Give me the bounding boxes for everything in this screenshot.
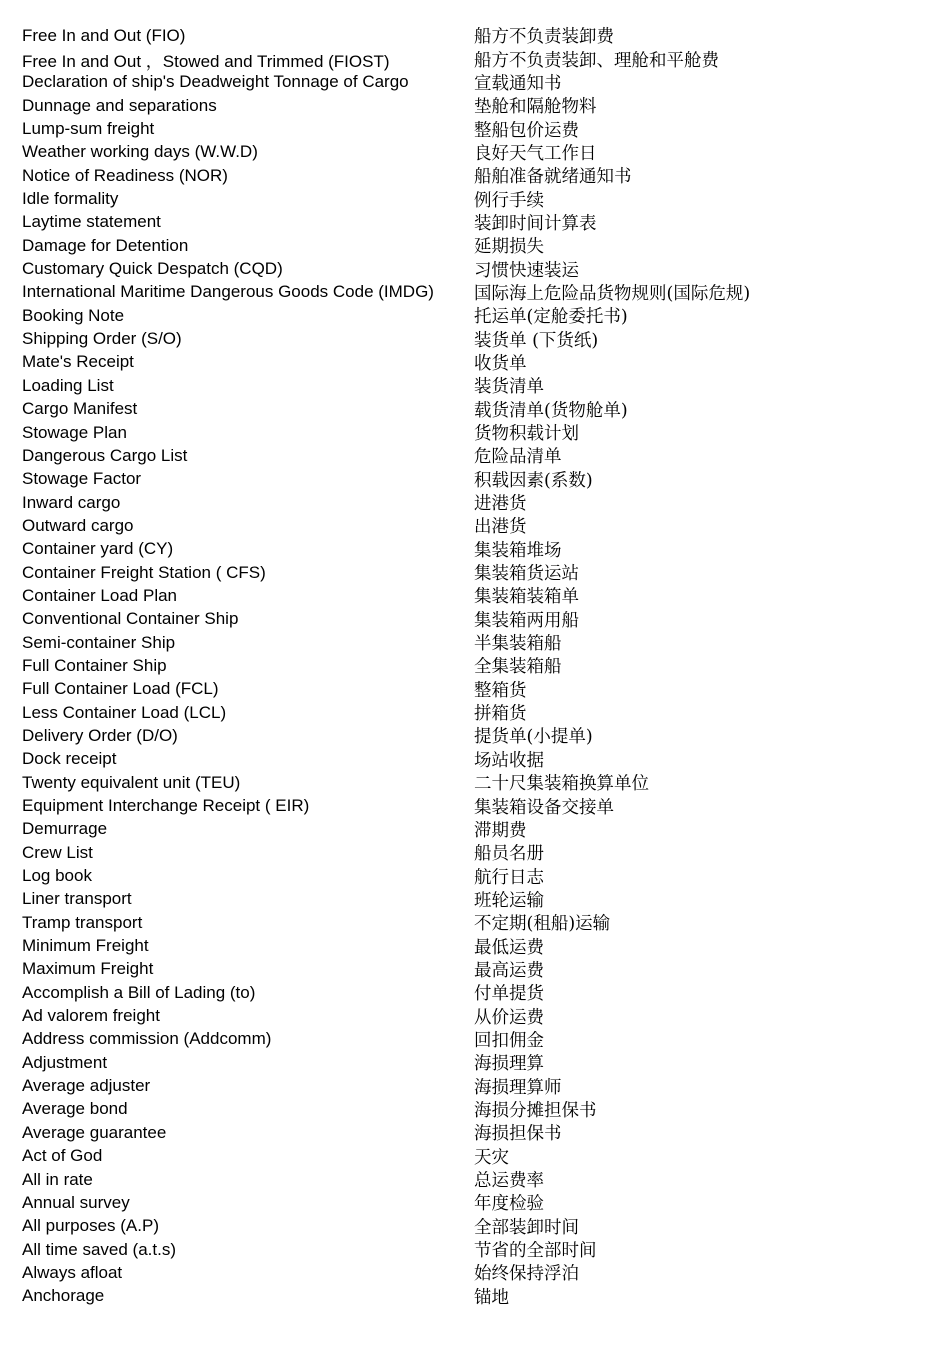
term-english: Act of God <box>22 1146 103 1166</box>
term-chinese: 全集装箱船 <box>474 657 562 678</box>
term-english: Stowage Plan <box>22 422 127 442</box>
glossary-row <box>22 1238 922 1261</box>
glossary-row <box>22 211 922 234</box>
term-english: Tramp transport <box>22 912 143 932</box>
glossary-row <box>22 678 922 701</box>
term-english: Shipping Order (S/O) <box>22 329 182 349</box>
term-english: Container Load Plan <box>22 585 178 605</box>
glossary-row <box>22 1285 922 1308</box>
term-chinese: 海损理算 <box>474 1054 544 1075</box>
term-chinese: 进港货 <box>474 494 527 515</box>
term-chinese: 托运单(定舱委托书) <box>474 307 628 328</box>
glossary-row <box>22 327 922 350</box>
term-chinese: 货物积载计划 <box>474 424 579 445</box>
term-english: Damage for Detention <box>22 235 189 255</box>
glossary-row <box>22 117 922 140</box>
term-english: Declaration of ship's Deadweight Tonnage of Cargo <box>22 72 409 92</box>
term-english: Free In and Out (FIO) <box>22 25 186 45</box>
term-english: Notice of Readiness (NOR) <box>22 165 228 185</box>
term-english: Dunnage and separations <box>22 95 217 115</box>
term-chinese: 提货单(小提单) <box>474 727 593 748</box>
term-english: Average adjuster <box>22 1076 151 1096</box>
glossary-row <box>22 164 922 187</box>
term-english: Loading List <box>22 375 114 395</box>
term-english: Booking Note <box>22 305 125 325</box>
term-chinese: 整箱货 <box>474 680 527 701</box>
term-chinese: 垫舱和隔舱物料 <box>474 97 597 118</box>
glossary-row <box>22 234 922 257</box>
glossary-row <box>22 444 922 467</box>
glossary-row <box>22 748 922 771</box>
term-chinese: 船舶准备就绪通知书 <box>474 167 632 188</box>
glossary-row <box>22 1191 922 1214</box>
glossary-row <box>22 1098 922 1121</box>
glossary-row <box>22 654 922 677</box>
term-english: Twenty equivalent unit (TEU) <box>22 772 241 792</box>
glossary-row <box>22 561 922 584</box>
term-chinese: 例行手续 <box>474 190 544 211</box>
term-english: Average bond <box>22 1099 128 1119</box>
glossary-row <box>22 841 922 864</box>
glossary-row <box>22 94 922 117</box>
term-chinese: 始终保持浮泊 <box>474 1264 579 1285</box>
term-chinese: 装货单 (下货纸) <box>474 330 599 351</box>
glossary-row <box>22 468 922 491</box>
term-english: Idle formality <box>22 189 119 209</box>
term-chinese: 国际海上危险品货物规则(国际危规) <box>474 283 751 304</box>
term-chinese: 最低运费 <box>474 937 544 958</box>
glossary-row <box>22 818 922 841</box>
term-english: Lump-sum freight <box>22 119 155 139</box>
term-chinese: 习惯快速装运 <box>474 260 579 281</box>
glossary-row <box>22 281 922 304</box>
term-english: Cargo Manifest <box>22 399 138 419</box>
term-chinese: 海损分摊担保书 <box>474 1100 597 1121</box>
term-english: Delivery Order (D/O) <box>22 725 178 745</box>
term-chinese: 宣载通知书 <box>474 73 562 94</box>
term-chinese: 回扣佣金 <box>474 1030 544 1051</box>
term-english: Anchorage <box>22 1286 105 1306</box>
glossary-list <box>22 24 922 1308</box>
term-english: Log book <box>22 866 92 886</box>
glossary-row <box>22 1074 922 1097</box>
glossary-row <box>22 608 922 631</box>
term-chinese: 航行日志 <box>474 867 544 888</box>
term-chinese: 场站收据 <box>474 750 544 771</box>
glossary-row <box>22 374 922 397</box>
glossary-row <box>22 771 922 794</box>
term-english: Free In and Out ，Stowed and Trimmed (FIOST) <box>22 51 390 71</box>
term-chinese: 滞期费 <box>474 820 527 841</box>
term-english: Crew List <box>22 842 93 862</box>
glossary-row <box>22 724 922 747</box>
term-english: Customary Quick Despatch (CQD) <box>22 259 283 279</box>
term-chinese: 天灾 <box>474 1147 509 1168</box>
term-english: Laytime statement <box>22 212 161 232</box>
term-chinese: 延期损失 <box>474 237 544 258</box>
glossary-row <box>22 1168 922 1191</box>
glossary-row <box>22 1261 922 1284</box>
term-chinese: 全部装卸时间 <box>474 1217 579 1238</box>
term-chinese: 整船包价运费 <box>474 120 579 141</box>
term-chinese: 付单提货 <box>474 984 544 1005</box>
glossary-row <box>22 631 922 654</box>
glossary-row <box>22 421 922 444</box>
glossary-row <box>22 47 922 70</box>
term-english: Average guarantee <box>22 1122 167 1142</box>
term-english: Always afloat <box>22 1262 123 1282</box>
term-english: Accomplish a Bill of Lading (to) <box>22 982 256 1002</box>
term-english: Demurrage <box>22 819 108 839</box>
term-english: Mate's Receipt <box>22 352 134 372</box>
term-chinese: 集装箱堆场 <box>474 540 562 561</box>
glossary-row <box>22 24 922 47</box>
term-chinese: 危险品清单 <box>474 447 562 468</box>
term-english: International Maritime Dangerous Goods Code (IMDG) <box>22 282 434 302</box>
glossary-row <box>22 538 922 561</box>
glossary-row <box>22 351 922 374</box>
term-english: Less Container Load (LCL) <box>22 702 227 722</box>
term-english: All in rate <box>22 1169 93 1189</box>
glossary-row <box>22 398 922 421</box>
glossary-row <box>22 1004 922 1027</box>
glossary-row <box>22 257 922 280</box>
term-chinese: 最高运费 <box>474 960 544 981</box>
glossary-row <box>22 981 922 1004</box>
term-chinese: 海损理算师 <box>474 1077 562 1098</box>
glossary-row <box>22 304 922 327</box>
term-english: Adjustment <box>22 1052 108 1072</box>
term-chinese: 半集装箱船 <box>474 634 562 655</box>
glossary-row <box>22 1121 922 1144</box>
glossary-row <box>22 187 922 210</box>
term-english: Semi-container Ship <box>22 632 176 652</box>
glossary-row <box>22 864 922 887</box>
glossary-row <box>22 584 922 607</box>
term-english: Dangerous Cargo List <box>22 445 188 465</box>
term-chinese: 集装箱装箱单 <box>474 587 579 608</box>
glossary-row <box>22 1028 922 1051</box>
term-english: Stowage Factor <box>22 469 142 489</box>
term-chinese: 船方不负责装卸费 <box>474 27 614 48</box>
glossary-row <box>22 911 922 934</box>
term-english: Liner transport <box>22 889 132 909</box>
glossary-row <box>22 491 922 514</box>
term-chinese: 船员名册 <box>474 844 544 865</box>
term-english: Weather working days (W.W.D) <box>22 142 258 162</box>
term-chinese: 集装箱货运站 <box>474 564 579 585</box>
term-chinese: 班轮运输 <box>474 890 544 911</box>
term-chinese: 装货清单 <box>474 377 544 398</box>
term-english: Container Freight Station ( CFS) <box>22 562 266 582</box>
term-chinese: 二十尺集装箱换算单位 <box>474 774 649 795</box>
term-chinese: 收货单 <box>474 353 527 374</box>
term-chinese: 出港货 <box>474 517 527 538</box>
term-chinese: 海损担保书 <box>474 1124 562 1145</box>
term-chinese: 积载因素(系数) <box>474 470 593 491</box>
term-english: Address commission (Addcomm) <box>22 1029 272 1049</box>
term-chinese: 船方不负责装卸、理舱和平舱费 <box>474 50 719 71</box>
term-english: All purposes (A.P) <box>22 1216 159 1236</box>
glossary-row <box>22 514 922 537</box>
term-chinese: 集装箱两用船 <box>474 610 579 631</box>
term-chinese: 集装箱设备交接单 <box>474 797 614 818</box>
glossary-row <box>22 1145 922 1168</box>
term-chinese: 总运费率 <box>474 1171 544 1192</box>
glossary-row <box>22 701 922 724</box>
term-chinese: 节省的全部时间 <box>474 1241 597 1262</box>
term-english: Maximum Freight <box>22 959 154 979</box>
term-english: All time saved (a.t.s) <box>22 1239 176 1259</box>
term-chinese: 载货清单(货物舱单) <box>474 400 628 421</box>
term-english: Minimum Freight <box>22 936 149 956</box>
term-chinese: 不定期(租船)运输 <box>474 914 611 935</box>
term-english: Full Container Ship <box>22 655 167 675</box>
term-chinese: 良好天气工作日 <box>474 143 597 164</box>
term-chinese: 从价运费 <box>474 1007 544 1028</box>
term-english: Annual survey <box>22 1192 130 1212</box>
term-english: Full Container Load (FCL) <box>22 679 219 699</box>
glossary-row <box>22 1215 922 1238</box>
glossary-row <box>22 1051 922 1074</box>
glossary-row <box>22 141 922 164</box>
glossary-row <box>22 934 922 957</box>
term-english: Container yard (CY) <box>22 539 174 559</box>
glossary-row <box>22 958 922 981</box>
term-chinese: 年度检验 <box>474 1194 544 1215</box>
term-english: Dock receipt <box>22 749 117 769</box>
term-english: Conventional Container Ship <box>22 609 239 629</box>
term-english: Inward cargo <box>22 492 121 512</box>
term-english: Ad valorem freight <box>22 1006 160 1026</box>
term-chinese: 锚地 <box>474 1287 509 1308</box>
term-english: Outward cargo <box>22 515 134 535</box>
term-chinese: 装卸时间计算表 <box>474 213 597 234</box>
term-chinese: 拼箱货 <box>474 704 527 725</box>
term-english: Equipment Interchange Receipt ( EIR) <box>22 796 310 816</box>
glossary-row <box>22 71 922 94</box>
glossary-row <box>22 794 922 817</box>
glossary-row <box>22 888 922 911</box>
